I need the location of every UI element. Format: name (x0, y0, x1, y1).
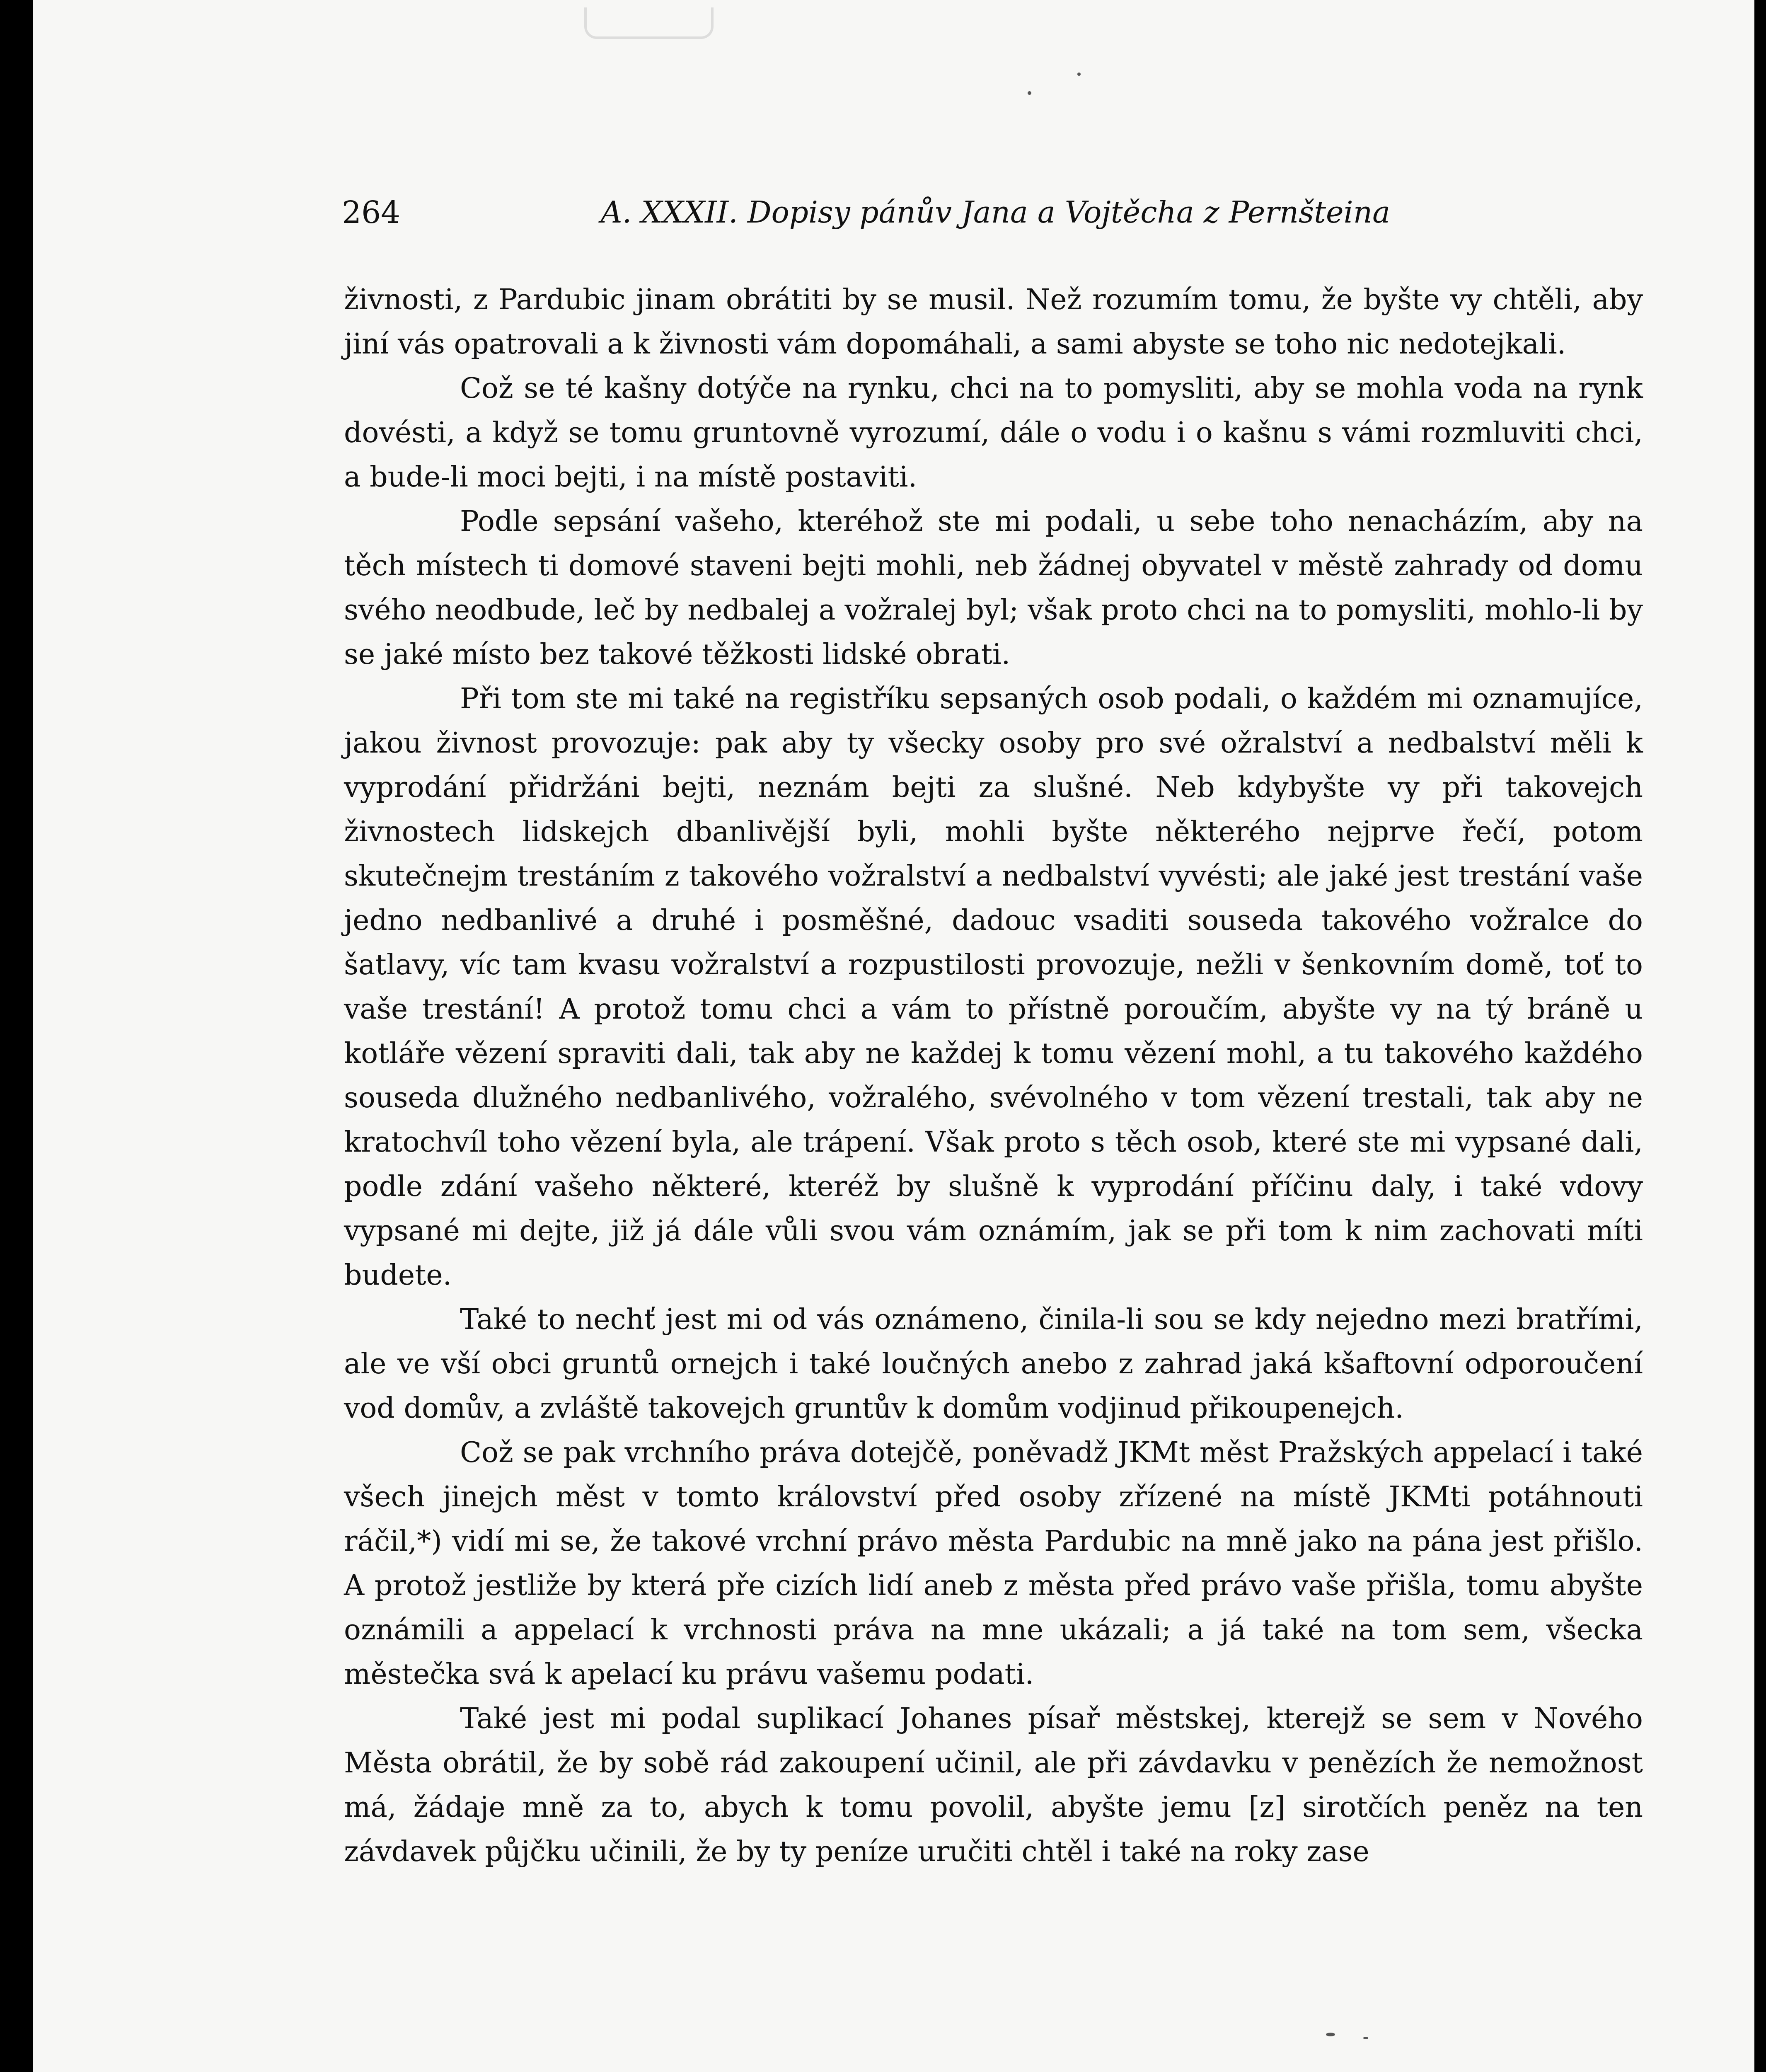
scan-border-right (1754, 0, 1766, 2072)
scan-artifact (584, 7, 714, 39)
body-text (344, 278, 1643, 1874)
page-number: 264 (342, 195, 401, 230)
dust-speck (1326, 2033, 1335, 2036)
paragraph: Při tom ste mi také na registříku sepsaných osob podali, o každém mi oznamujíce, jakou živnost provozuje: pak aby ty všecky osoby pro své ožralství a nedbalství měli k vyprodání přidržáni bejti, neznám bejti za slušné. Neb kdybyšte vy při takovejch živnostech lidskejch dbanlivější byli, mohli byšte některého nejprve řečí, potom skutečnejm trestáním z takového vožralství a nedbalství vyvésti; ale jaké jest trestání vaše jedno nedbanlivé a druhé i posměšné, dadouc vsaditi souseda takového vožralce do šatlavy, víc tam kvasu vožralství a rozpustilosti provozuje, nežli v šenkovním domě, toť to vaše trestání! A protož tomu chci a vám to přístně poroučím, abyšte vy na tý bráně u kotláře vězení spraviti dali, tak aby ne každej k tomu vězení mohl, a tu takového každého souseda dlužného nedbanlivého, vožralého, svévolného v tom vězení trestali, tak aby ne kratochvíl toho vězení byla, ale trápení. Však proto s těch osob, které ste mi vypsané dali, podle zdání vašeho některé, kteréž by slušně k vyprodání příčinu daly, i také vdovy vypsané mi dejte, již já dále vůli svou vám oznámím, jak se při tom k nim zachovati míti budete. (344, 683, 1643, 1292)
paragraph: Což se pak vrchního práva dotejčě, poněvadž JKMt měst Pražských appelací i také všech jinejch měst v tomto království před osoby zřízené na místě JKMti potáhnouti ráčil,*) vidí mi se, že takové vrchní právo města Pardubic na mně jako na pána jest přišlo. A protož jestliže by která pře cizích lidí aneb z města před právo vaše přišla, tomu abyšte oznámili a appelací k vrchnosti práva na mne ukázali; a já také na tom sem, všecka městečka svá k apelací ku právu vašemu podati. (344, 1436, 1643, 1691)
paragraph: Také jest mi podal suplikací Johanes písař městskej, kterejž se sem v Nového Města obrátil, že by sobě rád zakoupení učinil, ale při závdavku v penězích že nemožnost má, žádaje mně za to, abych k tomu povolil, abyšte jemu [z] sirotčích peněz na ten závdavek půjčku učinili, že by ty peníze uručiti chtěl i také na roky zase (344, 1702, 1643, 1868)
page-header (342, 195, 1390, 240)
paragraph: živnosti, z Pardubic jinam obrátiti by se musil. Než rozumím tomu, že byšte vy chtěli, aby jiní vás opatrovali a k živnosti vám dopomáhali, a sami abyste se toho nic nedotejkali. (344, 283, 1643, 361)
dust-speck (1077, 73, 1081, 76)
paragraph: Což se té kašny dotýče na rynku, chci na to pomysliti, aby se mohla voda na rynk dovésti, a když se tomu gruntovně vyrozumí, dále o vodu i o kašnu s vámi rozmluviti chci, a bude-li moci bejti, i na místě postaviti. (344, 372, 1643, 494)
dust-speck (1363, 2037, 1368, 2039)
scan-border-left (0, 0, 33, 2072)
dust-speck (1028, 91, 1031, 95)
paragraph: Podle sepsání vašeho, kteréhož ste mi podali, u sebe toho nenacházím, aby na těch místech ti domové staveni bejti mohli, neb žádnej obyvatel v městě zahrady od domu svého neodbude, leč by nedbalej a vožralej byl; však proto chci na to pomysliti, mohlo-li by se jaké místo bez takové těžkosti lidské obrati. (344, 505, 1643, 671)
page (33, 0, 1754, 2072)
paragraph: Také to nechť jest mi od vás oznámeno, činila-li sou se kdy nejedno mezi bratřími, ale ve vší obci gruntů ornejch i také loučných anebo z zahrad jaká kšaftovní odporoučení vod domův, a zvláště takovejch gruntův k domům vodjinud přikoupenejch. (344, 1303, 1643, 1425)
running-title: A. XXXII. Dopisy pánův Jana a Vojtěcha z Pernšteina (600, 195, 1390, 230)
